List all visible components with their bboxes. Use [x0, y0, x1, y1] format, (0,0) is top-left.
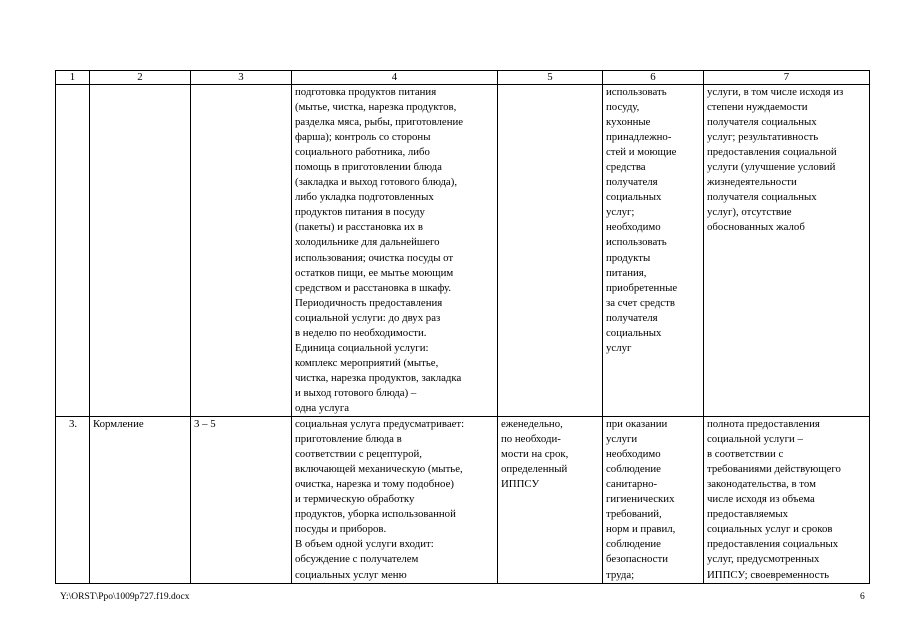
table-row: [56, 85, 870, 417]
periodicity-cell: еженедельно, по необходи- мости на срок, определенный ИППСУ: [498, 417, 603, 584]
column-header: 1: [56, 71, 90, 85]
table-row: [56, 417, 870, 584]
periodicity-cell: [498, 85, 603, 417]
footer-file-path: Y:\ORST\Ppo\1009p727.f19.docx: [60, 592, 190, 602]
conditions-cell: использовать посуду, кухонные принадлежно- стей и моющие средства получателя социальных услуг; необходимо использовать продукты питания, приобретенные за счет средств получателя социальных услуг: [603, 85, 704, 417]
column-header: 2: [90, 71, 191, 85]
service-name-cell: Кормление: [90, 417, 191, 584]
quality-indicators-cell: полнота предоставления социальной услуги – в соответствии с требованиями действующего законодательства, в том числе исходя из объема предоставляемых социальных услуг и сроков предоставления социальных услуг, предусмотренных ИППСУ; своевременность: [704, 417, 870, 584]
quality-indicators-cell: услуги, в том числе исходя из степени нуждаемости получателя социальных услуг; результативность предоставления социальной услуги (улучшение условий жизнедеятельности получателя социальных услуг), отсутствие обоснованных жалоб: [704, 85, 870, 417]
column-header: 4: [292, 71, 498, 85]
page-number: 6: [860, 592, 865, 602]
row-number-cell: 3.: [56, 417, 90, 584]
row-number-cell: [56, 85, 90, 417]
duration-cell: 3 – 5: [191, 417, 292, 584]
service-description-cell: социальная услуга предусматривает: приготовление блюда в соответствии с рецептурой, включающей механическую (мытье, очистка, нарезка и тому подобное) и термическую обработку продуктов, уборка использованной посуды и приборов. В объем одной услуги входит: обсуждение с получателем социальных услуг меню: [292, 417, 498, 584]
column-header: 3: [191, 71, 292, 85]
services-table: [55, 70, 870, 584]
conditions-cell: при оказании услуги необходимо соблюдение санитарно- гигиенических требований, норм и правил, соблюдение безопасности труда;: [603, 417, 704, 584]
column-header: 7: [704, 71, 870, 85]
column-header: 6: [603, 71, 704, 85]
service-description-cell: подготовка продуктов питания (мытье, чистка, нарезка продуктов, разделка мяса, рыбы, приготовление фарша); контроль со стороны социального работника, либо помощь в приготовлении блюда (закладка и выход готового блюда), либо укладка подготовленных продуктов питания в посуду (пакеты) и расстановка их в холодильнике для дальнейшего использования; очистка посуды от остатков пищи, ее мытье моющим средством и расстановка в шкафу. Периодичность предоставления социальной услуги: до двух раз в неделю по необходимости. Единица социальной услуги: комплекс мероприятий (мытье, чистка, нарезка продуктов, закладка и выход готового блюда) – одна услуга: [292, 85, 498, 417]
column-header: 5: [498, 71, 603, 85]
service-name-cell: [90, 85, 191, 417]
column-number-row: [56, 71, 870, 85]
duration-cell: [191, 85, 292, 417]
